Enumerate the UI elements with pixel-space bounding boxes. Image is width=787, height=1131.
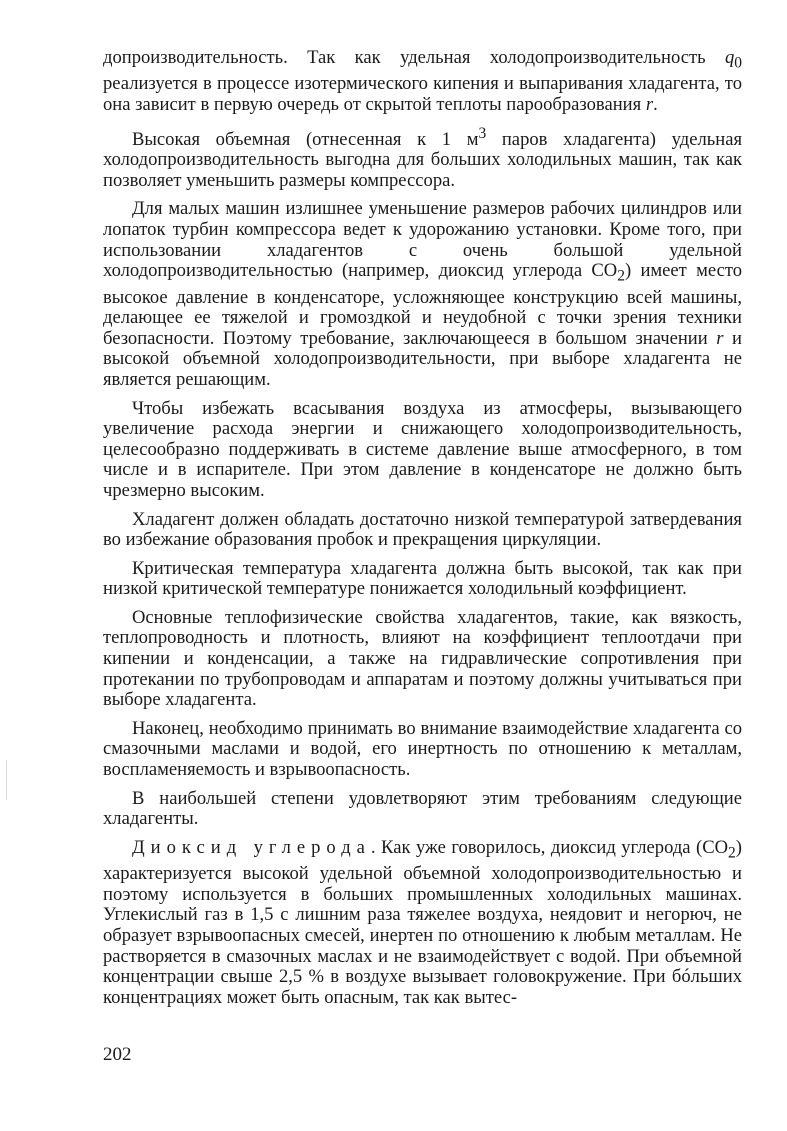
text-run: Чтобы избежать всасывания воздуха из атмосферы, вызывающего увеличение расхода энергии и снижающего холодопроизводительность, целесообразно поддерживать в системе давление выше атмосферного, в том числе и в испарителе. При этом давление в конденсаторе не должно быть чрезмерно высоким. bbox=[103, 397, 742, 501]
body-text bbox=[103, 48, 742, 1016]
scan-mark bbox=[6, 760, 7, 800]
text-run: паров хладагента) удельная холодопроизводительность выгодна для больших холодильных машин, так как позволяет уменьшить размеры компрессора. bbox=[103, 128, 742, 191]
text-run: Диоксид углерода bbox=[132, 836, 371, 858]
paragraph bbox=[103, 608, 742, 711]
page-number: 202 bbox=[103, 1044, 132, 1065]
text-run: . bbox=[653, 93, 658, 115]
text-run: 3 bbox=[478, 124, 487, 142]
text-run: q bbox=[724, 47, 735, 68]
text-run: Высокая объемная (отнесенная к 1 м bbox=[132, 128, 479, 150]
text-run: Основные теплофизические свойства хладагентов, такие, как вязкость, теплопроводность и плотность, влияют на коэффициент теплоотдачи при кипении и конденсации, а также на гидравлические сопротивления при протекании по трубопроводам и аппаратам и поэтому должны учитываться при выборе хладагента. bbox=[103, 606, 742, 711]
paragraph bbox=[103, 838, 742, 1008]
paragraph bbox=[103, 48, 742, 116]
text-run: 2 bbox=[617, 267, 625, 285]
paragraph bbox=[103, 399, 742, 502]
text-run: . Как уже говорилось, диоксид углерода (CO bbox=[370, 836, 729, 858]
paragraph bbox=[103, 789, 742, 830]
text-run: r bbox=[716, 327, 724, 349]
paragraph bbox=[103, 124, 742, 192]
text-run: 2 bbox=[728, 844, 736, 862]
paragraph bbox=[103, 199, 742, 390]
text-run: Для малых машин излишнее уменьшение размеров рабочих цилиндров или лопаток турбин компрессора ведет к удорожанию установки. Кроме того, при использовании хладагентов с очень большой удельной холодопроизводительностью (например, диоксид углерода CO bbox=[103, 198, 742, 282]
paragraph bbox=[103, 559, 742, 600]
text-run: В наибольшей степени удовлетворяют этим требованиям следующие хладагенты. bbox=[103, 787, 742, 830]
text-run: 0 bbox=[734, 54, 742, 72]
text-run: допроизводительность. Так как удельная холодопроизводительность bbox=[103, 47, 725, 68]
text-run: ) характеризуется высокой удельной объемной холодопроизводительностью и поэтому используется в больших промышленных холодильных машинах. Углекислый газ в 1,5 с лишним раза тяжелее воздуха, неядовит и негорюч, не образует взрывоопасных смесей, инертен по отношению к любым металлам. Не растворяется в смазочных маслах и не взаимодействует с водой. При объемной концентрации свыше 2,5 % в воздухе вызывает головокружение. При бóльших концентрациях может быть опасным, так как вытес- bbox=[103, 836, 742, 1008]
paragraph bbox=[103, 719, 742, 781]
text-run: Наконец, необходимо принимать во внимание взаимодействие хладагента со смазочными маслами и водой, его инертность по отношению к металлам, воспламеняемость и взрывоопасность. bbox=[103, 717, 742, 781]
text-run: и высокой объемной холодопроизводительности, при выборе хладагента не является решающим. bbox=[103, 327, 742, 390]
text-run: Критическая температура хладагента должна быть высокой, так как при низкой критической температуре понижается холодильный коэффициент. bbox=[103, 557, 742, 600]
text-run: r bbox=[645, 93, 654, 115]
text-run: Хладагент должен обладать достаточно низкой температурой затвердевания во избежание образования пробок и прекращения циркуляции. bbox=[103, 508, 742, 551]
paragraph bbox=[103, 510, 742, 551]
text-run: реализуется в процессе изотермического кипения и выпаривания хладагента, то она зависит в первую очередь от скрытой теплоты парообразования bbox=[103, 73, 742, 115]
text-run: ) имеет место высокое давление в конденсаторе, усложняющее конструкцию всей машины, делающее ее тяжелой и громоздкой и неудобной с точки зрения техники безопасности. Поэтому требование, заключающееся в большом значении bbox=[103, 260, 742, 349]
